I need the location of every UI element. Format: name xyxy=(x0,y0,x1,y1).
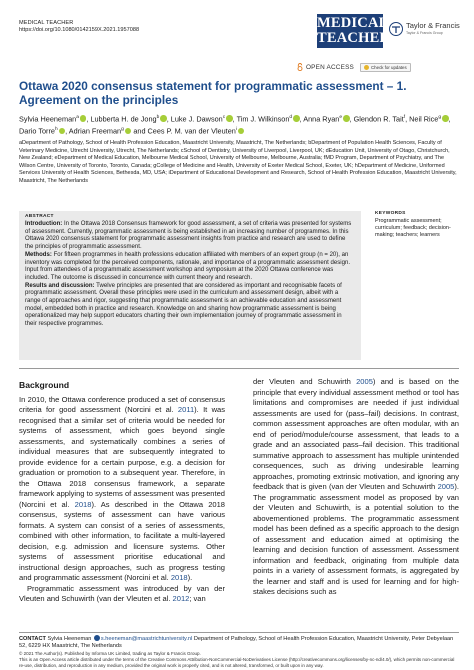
publisher-subtitle: Taylor & Francis Group xyxy=(406,31,443,35)
body-text: ). It was recognised that a similar set of criteria would be needed for systems of assessment, which goes beyond single assessments, and systematically combines a series of individual measures that are subsequently integrated to provide evidence for a certain purpose, e.g. a decision for graduation or promotion to a subsequent year. Therefore, in the Ottawa 2018 consensus framework, a separate framework applying to systems of assessment was presented (Norcini et al. xyxy=(19,405,225,509)
body-text: ). As described in the Ottawa 2018 consensus, systems of assessment can have various formats. A system can consist of a series of assessments, combined with other information, to facilitate a multi-layered decision, e.g. admission and licensure systems. Other systems of assessment prioritise educational and instructional design approaches, such as progress testing and programmatic assessment (Norcini et al. xyxy=(19,499,225,582)
author-affiliation-marker: f xyxy=(403,115,406,120)
author-affiliation-marker: d xyxy=(289,115,293,120)
author-affiliation-marker: i xyxy=(235,127,237,133)
author-name: Luke J. Dawson xyxy=(170,114,223,124)
citation-link[interactable]: 2012 xyxy=(172,594,190,603)
taylor-francis-logo xyxy=(389,20,459,40)
crossmark-icon xyxy=(364,65,369,70)
orcid-icon[interactable] xyxy=(442,115,449,122)
body-text: Programmatic assessment was introduced by van der Vleuten and Schuwirth (van der Vleuten et al. xyxy=(19,583,225,603)
body-text: In 2010, the Ottawa conference produced a set of consensus criteria for good assessment (Norcini et al. xyxy=(19,394,225,414)
license-text: This is an Open Access article distributed under the terms of the Creative Commons Attribution-NonCommercial-NoDerivatives License (http://creativecommons.org/licenses/by-nc-nd/4.0/), which permits non-commercial re-use, distribution, and reproduction in any medium, provided the original work is properly cited, and is not altered, transformed, or built upon in any way. xyxy=(19,656,455,668)
journal-name: MEDICAL TEACHER xyxy=(19,20,74,26)
abstract-methods-label: Methods: xyxy=(25,251,52,258)
orcid-icon[interactable] xyxy=(125,128,132,135)
author-affiliation-marker: h xyxy=(54,127,58,133)
orcid-icon[interactable] xyxy=(343,115,350,122)
article-title: Ottawa 2020 consensus statement for programmatic assessment – 1. Agreement on the principles xyxy=(19,79,407,107)
abstract-results-label: Results and discussion: xyxy=(25,282,95,289)
affiliations: aDepartment of Pathology, School of Health Profession Education, Maastricht University, Maastricht, The Netherlands; bDepartment of Population Health Sciences, Faculty of Veterinary Medicine, Utrecht University, Utrecht, The Netherlands; cSchool of Dentistry, University of Liverpool, Liverpool, UK; dEducation Unit, University of Otago, Christchurch, New Zealand; eDepartment of Medical Education, Melbourne Medical School, University of Melbourne, Melbourne, Australia; fMD Program, Department of Psychiatry, and The Wilson Centre, University of Toronto, Toronto, Canada; gCollege of Medicine and Health, University of Exeter Medical School, Exeter, UK; hDepartment of Medicine, Uniformed Services University of Health Sciences, Bethesda, MD, USA; iDepartment of Educational Development and Research, School of Health Profession Education, Maastricht University, Maastricht, The Netherlands xyxy=(19,140,457,184)
body-paragraph xyxy=(19,584,225,605)
citation-link[interactable]: 2018 xyxy=(74,499,92,509)
doi-link[interactable]: https://doi.org/10.1080/0142159X.2021.1957088 xyxy=(19,27,140,33)
keywords-heading: KEYWORDS xyxy=(375,211,406,216)
orcid-icon[interactable] xyxy=(80,115,87,122)
abstract-text xyxy=(25,221,355,329)
copyright-notice xyxy=(19,651,459,668)
author-list: Sylvia Heeneman$^a$ , Lubberta H. de Jong$^b$ , Luke J. Dawson$^c$ , Tim J. Wilkinson$^d$ , Anna Ryan$^e$ , Glendon R. Tait$^f$, Neil Rice$^g$ , Dario Torre$^h$ , Adrian Freeman$^g$ and Cees P. M. van der Vleuten$^i$ xyxy=(19,114,451,136)
abstract-results: Twelve principles are presented that are considered as important and recognisable facets of programmatic assessment. Overall these principles were used in the curriculum and assessment design, albeit with a range of approaches and rigor, suggesting that programmatic assessment is an achievable education and assessment model, embedded both in practice and research. Knowledge on and sharing how programmatic assessment is being operationalized may help support educators charting their own implementation journey of programmatic assessment in their respective programmes. xyxy=(25,282,342,328)
abstract-box xyxy=(19,211,361,360)
taylor-francis-icon xyxy=(389,22,403,36)
open-access-row xyxy=(297,62,411,72)
abstract-intro: In the Ottawa 2018 Consensus framework for good assessment, a set of criteria was presented for systems of assessment. Currently, programmatic assessment is being established in an increasing number of programmes. In this Ottawa 2020 consensus statement for programmatic assessment insights from practice and research are used to define the principles of programmatic assessment. xyxy=(25,221,352,251)
author-name: Dario Torre xyxy=(19,126,55,136)
copyright-line: © 2021 The Author(s). Published by Informa UK Limited, trading as Taylor & Francis Group. xyxy=(19,651,201,656)
body-text: ; van xyxy=(189,594,206,603)
citation-link[interactable]: 2011 xyxy=(177,405,195,414)
author-affiliation-marker: e xyxy=(339,115,343,120)
author-name: Anna Ryan xyxy=(303,114,340,124)
author-name: Tim J. Wilkinson xyxy=(236,114,290,124)
author-name: Sylvia Heeneman xyxy=(19,114,77,124)
section-divider xyxy=(19,368,459,369)
author-name: Glendon R. Tait xyxy=(353,114,404,124)
body-text: ) and is based on the principle that every individual assessment method or tool has limitations and compromises are needed if just individual assessments are used for (pass–fail) decisions. In contrast, common assessment approaches are often modular, with an end of period/module/course assessment, that leads to a grade and an associated pass–fail decision. This traditional summative approach to assessment has multiple unintended consequences, such as driving undesirable learning approaches, promoting extrinsic motivation, and ignoring any feedback that is given (van der Vleuten and Schuwirth xyxy=(253,377,459,491)
author-name: Cees P. M. van der Vleuten xyxy=(147,126,236,136)
body-text: der Vleuten and Schuwirth xyxy=(253,377,357,386)
contact-label: CONTACT xyxy=(19,636,46,642)
author-name: Neil Rice xyxy=(409,114,439,124)
author-affiliation-marker: a xyxy=(76,115,79,120)
logo-line-1: MEDICAL xyxy=(317,15,389,31)
author-name: Adrian Freeman xyxy=(68,126,122,136)
author-name: Lubberta H. de Jong xyxy=(90,114,157,124)
body-text: ). xyxy=(187,573,193,582)
abstract-heading: ABSTRACT xyxy=(25,214,54,219)
check-updates-button[interactable] xyxy=(360,63,411,72)
orcid-icon[interactable] xyxy=(235,127,245,135)
medical-teacher-logo xyxy=(317,14,391,48)
email-icon xyxy=(94,635,100,641)
open-access-label: OPEN ACCESS xyxy=(306,63,355,71)
orcid-icon[interactable] xyxy=(226,115,233,122)
author-affiliation-marker: b xyxy=(156,115,160,120)
author-affiliation-marker: g xyxy=(121,127,124,133)
contact-line xyxy=(19,635,459,650)
contact-address: Department of Pathology, School of Health Profession Education, Maastricht University, Peter Debyelaan 52, 6229 HX Maastricht, The Netherlands xyxy=(19,636,454,649)
orcid-icon[interactable] xyxy=(160,115,167,122)
footer-divider xyxy=(19,632,459,633)
section-heading-background: Background xyxy=(19,380,70,390)
keywords-text: Programmatic assessment; curriculum; feedback; decision-making; teachers; learners xyxy=(375,218,451,238)
logo-line-2: TEACHER xyxy=(317,30,391,46)
citation-link[interactable]: 2018 xyxy=(170,573,188,582)
body-column-left xyxy=(19,380,225,605)
abstract-intro-label: Introduction: xyxy=(25,221,63,227)
author-affiliation-marker: g xyxy=(438,115,442,120)
contact-name: Sylvia Heeneman xyxy=(47,636,92,642)
body-text: ). The programmatic assessment model as proposed by van der Vleuten and Schuwirth, is a potential solution to the abovementioned problems. The programmatic assessment model has been defined as a specific approach to the design of assessment and education aimed at optimising the learning and decision function of assessment. Assessment information and feedback, originating from multiple data points in a variety of assessment formats, is aggregated by the learner and staff and is used for learning and for high-stakes decisions such as xyxy=(253,482,459,596)
body-paragraph xyxy=(253,377,459,598)
publisher-name: Taylor & Francis xyxy=(406,21,460,30)
abstract-methods: For fifteen programmes in health professions education affiliated with members of an expert group (n = 20), an inventory was completed for the perceived components, rationale, and importance of a programmatic assessment design. Input from attendees of a programmatic assessment workshop and symposium at the 2020 Ottawa conference was included. The outcome is discussed in concurrence with current theory and research. xyxy=(25,251,351,281)
keywords-panel xyxy=(375,211,460,239)
contact-email-link[interactable]: s.heeneman@maastrichtuniversity.nl xyxy=(100,636,193,642)
orcid-icon[interactable] xyxy=(59,128,66,135)
citation-link[interactable]: 2005 xyxy=(437,482,455,491)
open-lock-icon xyxy=(297,63,303,71)
body-column-right xyxy=(253,377,459,598)
body-paragraph xyxy=(19,395,225,584)
citation-link[interactable]: 2005 xyxy=(356,377,373,386)
author-affiliation-marker: c xyxy=(222,115,226,120)
orcid-icon[interactable] xyxy=(293,115,300,122)
check-updates-label: Check for updates xyxy=(371,64,407,70)
